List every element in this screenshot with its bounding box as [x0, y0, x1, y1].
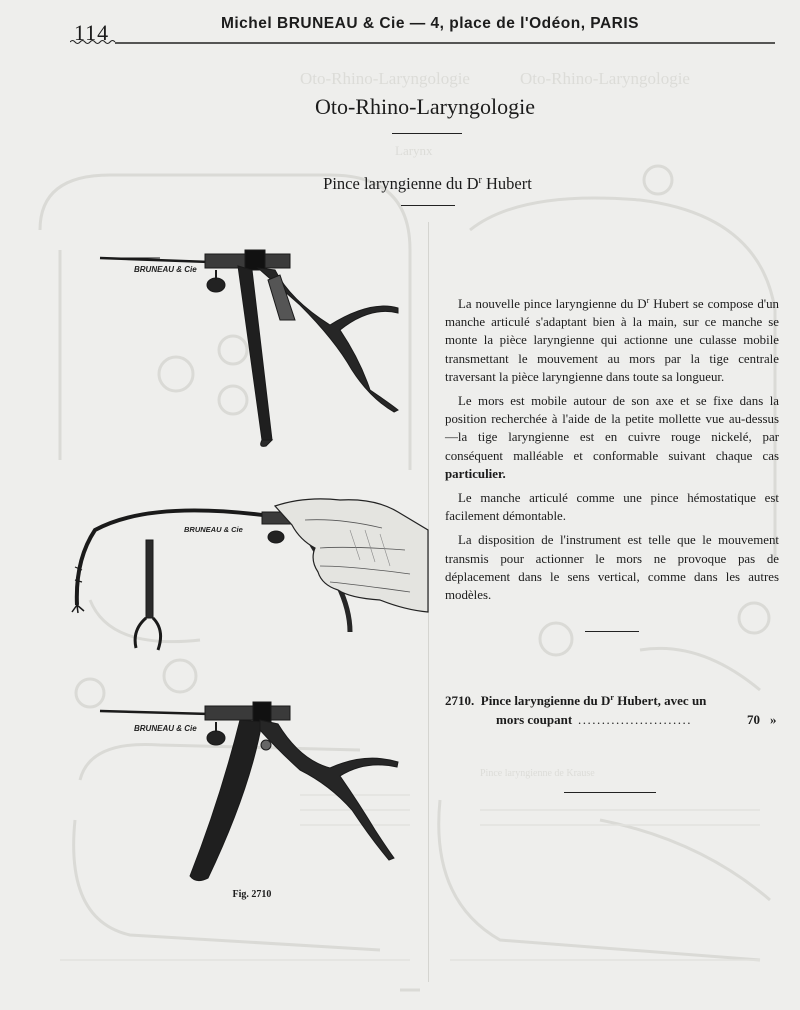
catalog-entry-line [445, 710, 790, 729]
svg-text:BRUNEAU & Cie: BRUNEAU & Cie [134, 724, 197, 733]
price: 70 [747, 712, 760, 727]
svg-text:Oto-Rhino-Laryngologie: Oto-Rhino-Laryngologie [520, 69, 690, 88]
figure-caption: Fig. 2710 [232, 889, 272, 900]
description-text [445, 292, 779, 610]
svg-text:BRUNEAU & Cie: BRUNEAU & Cie [134, 265, 197, 274]
forceps-illustration-top [100, 250, 398, 446]
catalog-number: 2710. [445, 693, 475, 708]
svg-text:Larynx: Larynx [395, 143, 433, 158]
catalog-entry-line [445, 688, 790, 710]
forceps-in-hand-illustration [72, 499, 428, 650]
svg-text:BRUNEAU & Cie: BRUNEAU & Cie [184, 525, 243, 534]
page-number: 114 [74, 20, 110, 45]
catalog-description: Pince laryngienne du $D^r$ Hubert, avec un [480, 693, 707, 708]
product-subtitle: Pince laryngienne du $D^r$ Hubert [323, 174, 532, 193]
instrument-illustrations [0, 0, 430, 910]
forceps-illustration-bottom [100, 702, 398, 881]
end-rule [564, 792, 656, 793]
svg-text:Pince laryngienne de Krause: Pince laryngienne de Krause [480, 768, 595, 779]
svg-text:Oto-Rhino-Laryngologie: Oto-Rhino-Laryngologie [300, 69, 470, 88]
dot-leader: ........................ [578, 712, 692, 727]
running-head: Michel BRUNEAU & Cie — 4, place de l'Odéon, PARIS [220, 15, 640, 32]
description-paragraph: La disposition de l'instrument est telle que le mouvement transmis pour actionner le mors ne provoque pas de déplacement dans le sens vertical, comme dans les autres modèles. [445, 533, 779, 603]
section-rule [585, 631, 639, 632]
section-title: Oto-Rhino-Laryngologie [315, 94, 535, 119]
catalog-description-continuation: mors coupant [496, 712, 573, 727]
catalog-entry [445, 688, 790, 729]
price-currency: » [770, 712, 777, 727]
description-paragraph: Le manche articulé comme une pince hémostatique est facilement démontable. [445, 491, 779, 524]
description-paragraph: Le mors est mobile autour de son axe et se fixe dans la position recherchée à l'aide de la petite mollette vue au-dessus —la tige laryngienne est en cuivre rouge nickelé, par conséquent malléable et conformable suivant chaque cas particulier. [445, 394, 779, 481]
description-paragraph: La nouvelle pince laryngienne du $D^r$ Hubert se compose d'un manche articulé s'adaptant bien à la main, sur ce manche se monte la pièce laryngienne qui actionne une culasse mobile transmettant le mouvement au mors par la tige centrale traversant la pièce laryngienne dans toute sa longueur. [445, 296, 779, 384]
